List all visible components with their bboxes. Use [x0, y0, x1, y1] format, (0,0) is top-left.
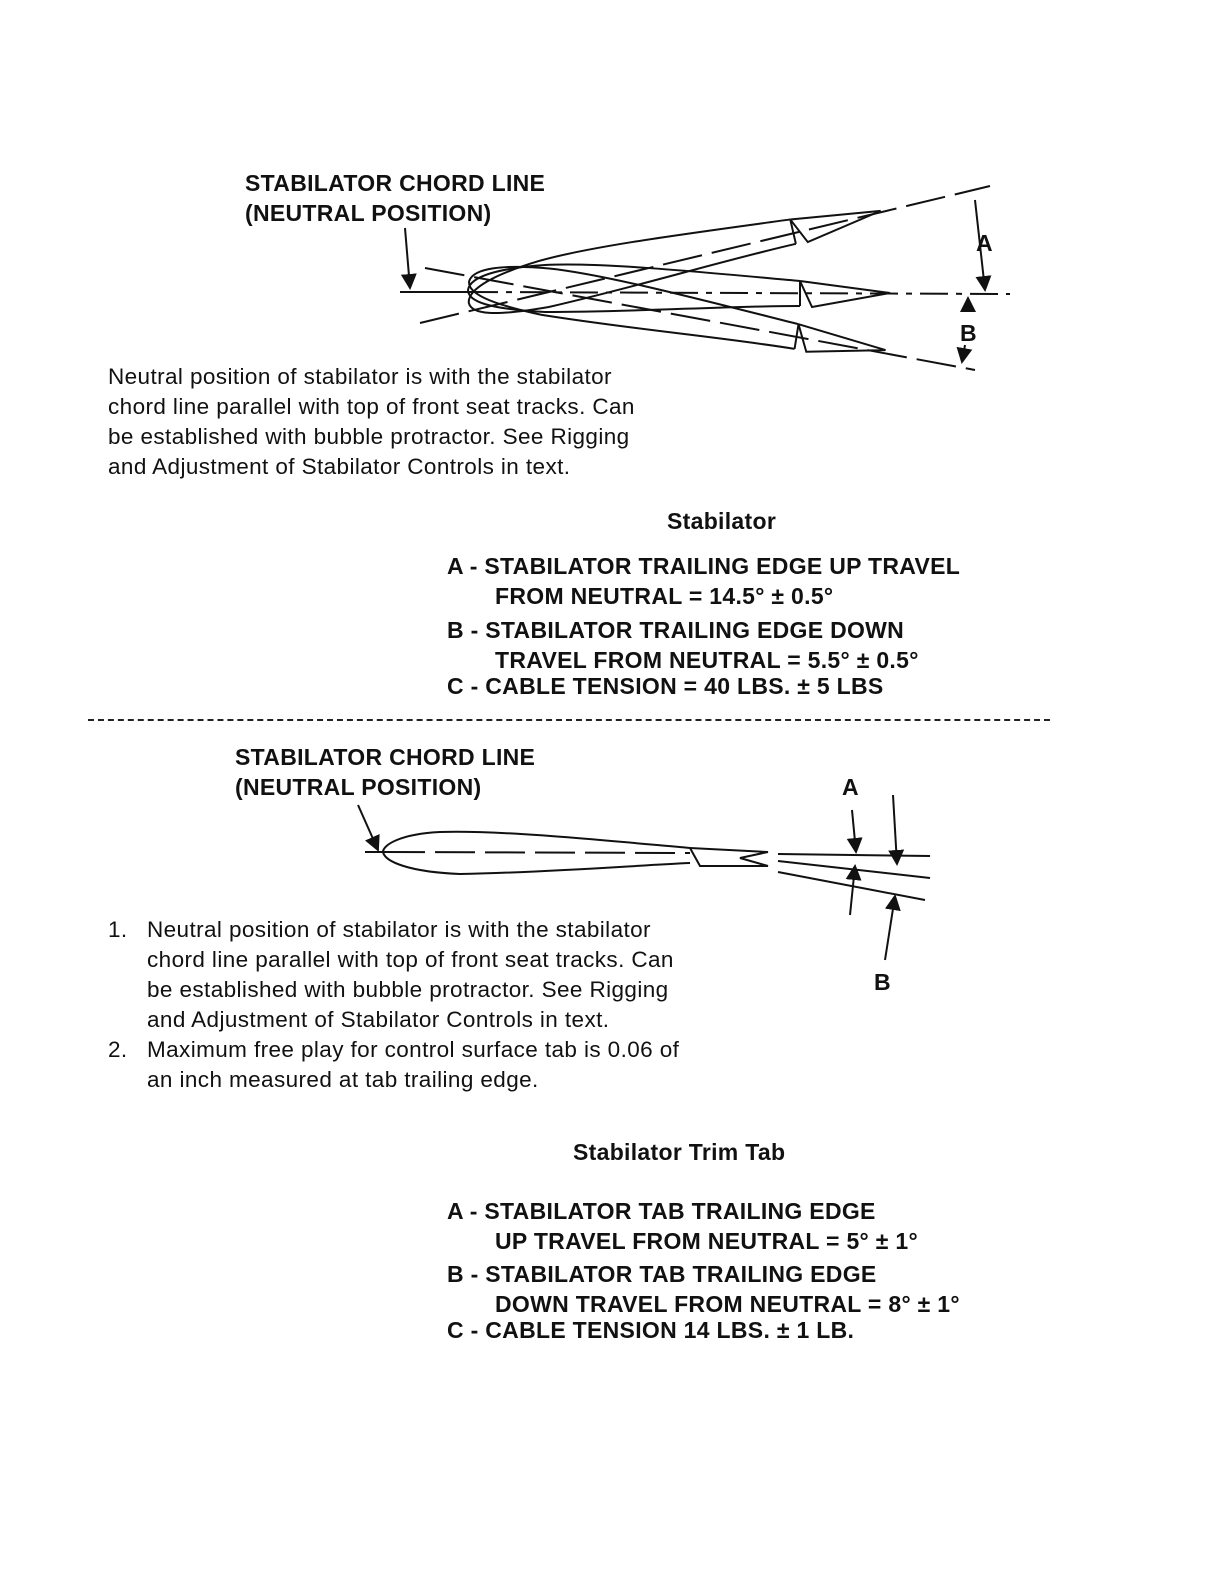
stabilator-up-outline: [463, 183, 885, 324]
spec-b: B - STABILATOR TAB TRAILING EDGE: [447, 1261, 877, 1287]
note-line: Maximum free play for control surface tab is 0.06 of: [147, 1037, 680, 1062]
note-line: an inch measured at tab trailing edge.: [147, 1067, 539, 1092]
spec-c: C - CABLE TENSION = 40 LBS. ± 5 LBS: [447, 673, 884, 699]
spec-a-cont: FROM NEUTRAL = 14.5° ± 0.5°: [495, 583, 834, 609]
stabilator-down-outline: [466, 256, 890, 369]
section-title: Stabilator: [667, 508, 777, 534]
chord-line-leader-arrow: [405, 228, 410, 288]
note-line: chord line parallel with top of front seat tracks. Can: [108, 394, 635, 419]
spec-c: C - CABLE TENSION 14 LBS. ± 1 LB.: [447, 1317, 855, 1343]
note-1-number: 1.: [108, 917, 128, 942]
spec-a: A - STABILATOR TRAILING EDGE UP TRAVEL: [447, 553, 961, 579]
note-line: and Adjustment of Stabilator Controls in text.: [108, 454, 571, 479]
chord-line-label: STABILATOR CHORD LINE: [245, 170, 546, 196]
note-line: chord line parallel with top of front seat tracks. Can: [147, 947, 674, 972]
spec-b-cont: TRAVEL FROM NEUTRAL = 5.5° ± 0.5°: [495, 647, 919, 673]
note-line: Neutral position of stabilator is with the stabilator: [108, 364, 612, 389]
note-2-number: 2.: [108, 1037, 128, 1062]
dimension-a-label: A: [976, 230, 993, 256]
chord-line-label-sub: (NEUTRAL POSITION): [235, 774, 482, 800]
dimension-b-label: B: [960, 320, 977, 346]
note-2: [147, 1035, 679, 1095]
neutral-position-note: [108, 362, 635, 482]
dimension-b-label: B: [874, 969, 891, 995]
note-1: [147, 915, 674, 1035]
section-title: Stabilator Trim Tab: [573, 1139, 786, 1165]
chord-line-leader-arrow: [358, 805, 378, 850]
spec-b: B - STABILATOR TRAILING EDGE DOWN: [447, 617, 905, 643]
section-divider: [88, 719, 1050, 721]
note-line: be established with bubble protractor. See Rigging: [147, 977, 669, 1002]
spec-b-cont: DOWN TRAVEL FROM NEUTRAL = 8° ± 1°: [495, 1291, 960, 1317]
chord-line-label: STABILATOR CHORD LINE: [235, 744, 536, 770]
dimension-a-label: A: [842, 774, 859, 800]
note-line: and Adjustment of Stabilator Controls in text.: [147, 1007, 610, 1032]
stabilator-travel-diagram: [400, 183, 1010, 370]
chord-line-label-sub: (NEUTRAL POSITION): [245, 200, 492, 226]
spec-a-cont: UP TRAVEL FROM NEUTRAL = 5° ± 1°: [495, 1228, 918, 1254]
spec-a: A - STABILATOR TAB TRAILING EDGE: [447, 1198, 876, 1224]
note-line: be established with bubble protractor. See Rigging: [108, 424, 630, 449]
note-line: Neutral position of stabilator is with the stabilator: [147, 917, 651, 942]
